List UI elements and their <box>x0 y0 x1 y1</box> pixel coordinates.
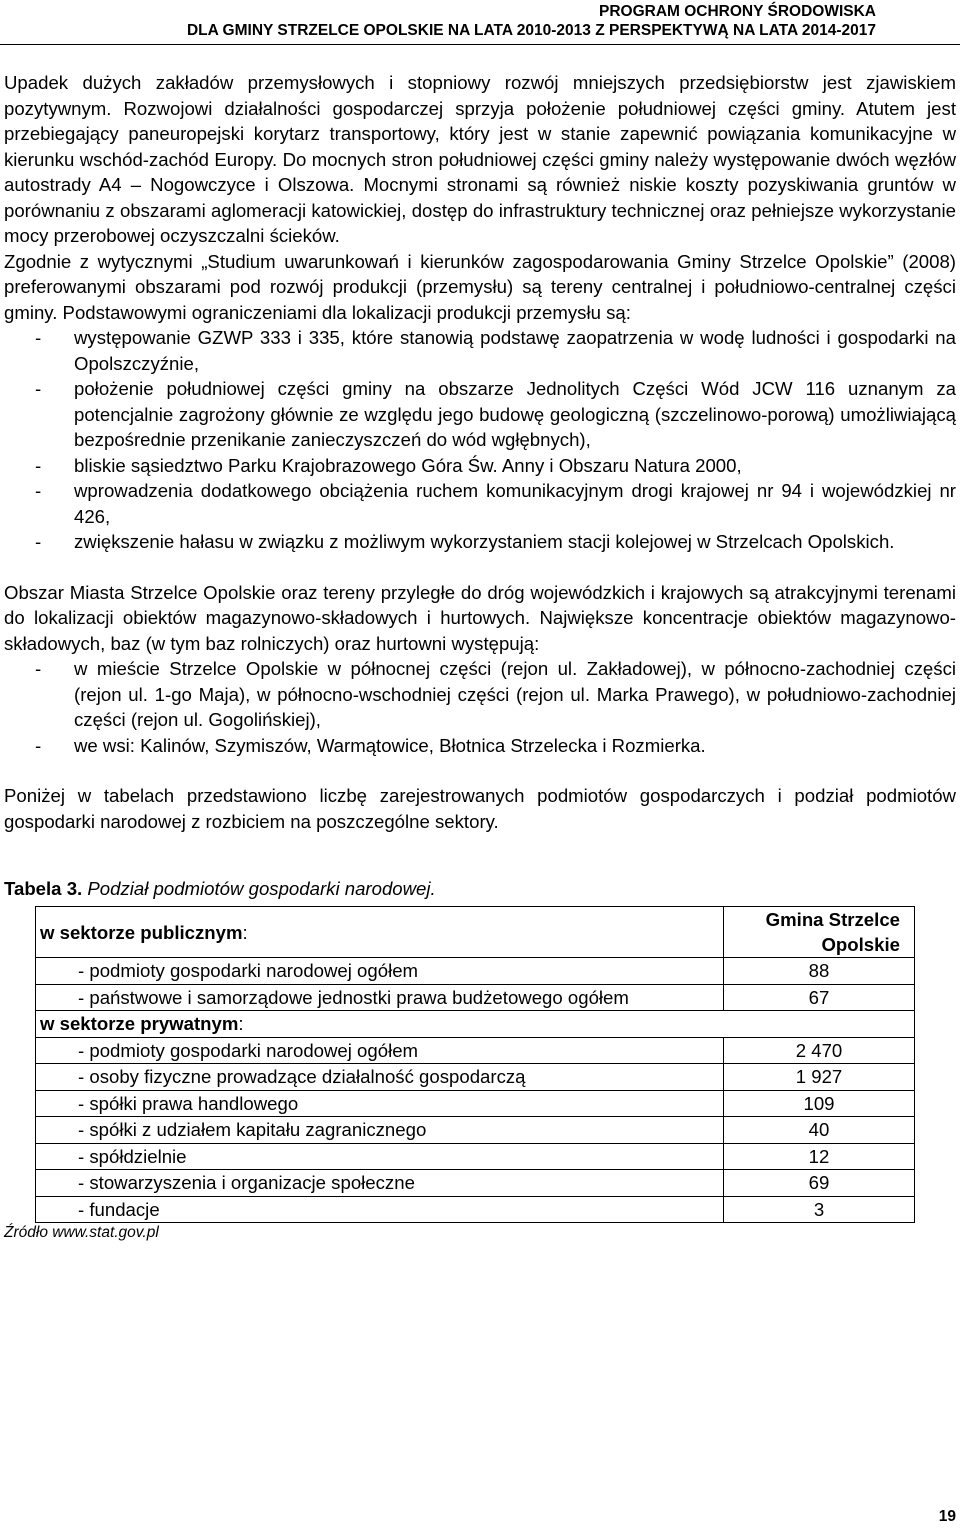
list-item: - wprowadzenia dodatkowego obciążenia ruchem komunikacyjnym drogi krajowej nr 94 i wojewódzkiej nr 426, <box>35 480 956 527</box>
paragraph-1: Upadek dużych zakładów przemysłowych i stopniowy rozwój mniejszych przedsiębiorstw jest zjawiskiem pozytywnym. Rozwojowi działalności gospodarczej sprzyja położenie południowej części gminy. Atutem jest przebiegający paneuropejski korytarz transportowy, który jest w stanie zapewnić powiązania komunikacyjne w kierunku wschód-zachód Europy. Do mocnych stron południowej części gminy należy występowanie dwóch węzłów autostrady A4 – Nogowczyce i Olszowa. Mocnymi stronami są również niskie koszty pozyskiwania gruntów w porównaniu z obszarami aglomeracji katowickiej, dostęp do infrastruktury technicznej oraz pełniejsze wykorzystanie mocy przerobowej oczyszczalni ścieków. <box>4 72 956 246</box>
paragraph-4: Poniżej w tabelach przedstawiono liczbę zarejestrowanych podmiotów gospodarczych i podział podmiotów gospodarki narodowej z rozbiciem na poszczególne sektory. <box>4 785 956 832</box>
table-row: - podmioty gospodarki narodowej ogółem 88 <box>36 958 915 985</box>
list-item: - we wsi: Kalinów, Szymiszów, Warmątowice, Błotnica Strzelecka i Rozmierka. <box>4 733 956 759</box>
header-line-1: PROGRAM OCHRONY ŚRODOWISKA <box>598 3 876 20</box>
list-item: - położenie południowej części gminy na obszarze Jednolitych Części Wód JCW 116 uznanym za potencjalnie zagrożony głównie ze względu jego budowę geologiczną (szczelinowo-porową) umożliwiającą bezpośrednie przenikanie zanieczyszczeń do wód wgłębnych), <box>35 378 956 450</box>
list-dash: - <box>35 327 42 348</box>
table-source: Źródło www.stat.gov.pl <box>4 1224 159 1241</box>
list-dash: - <box>35 531 42 552</box>
document-header <box>0 2 876 40</box>
table-caption-label: Tabela 3. <box>4 878 83 899</box>
paragraph-3: Obszar Miasta Strzelce Opolskie oraz tereny przyległe do dróg wojewódzkich i krajowych są atrakcyjnymi terenami do lokalizacji obiektów magazynowo-składowych i hurtowych. Największe koncentracje obiektów magazynowo-składowych, baz (w tym baz rolniczych) oraz hurtowni występują: <box>4 581 956 654</box>
list-dash: - <box>35 658 42 679</box>
table-row: - spółki z udziałem kapitału zagranicznego 40 <box>36 1117 915 1144</box>
table-section-row: w sektorze prywatnym: <box>36 1011 915 1038</box>
table-row: - spółki prawa handlowego 109 <box>36 1090 915 1117</box>
header-rule <box>0 44 960 45</box>
table-header-row: w sektorze publicznym: Gmina Strzelce Opolskie <box>36 907 915 958</box>
table-row: - stowarzyszenia i organizacje społeczne 69 <box>36 1170 915 1197</box>
document-body <box>4 70 956 1243</box>
private-sector-label: w sektorze prywatnym <box>40 1013 239 1034</box>
public-sector-label: w sektorze publicznym <box>40 921 243 943</box>
page-number: 19 <box>938 1508 956 1525</box>
paragraph-2: Zgodnie z wytycznymi „Studium uwarunkowań i kierunków zagospodarowania Gminy Strzelce Opolskie” (2008) preferowanymi obszarami pod rozwój produkcji (przemysłu) są tereny centralnej i południowo-centralnej części gminy. Podstawowymi ograniczeniami dla lokalizacji produkcji przemysłu są: <box>4 250 956 323</box>
list-dash: - <box>35 480 42 501</box>
list-item: - występowanie GZWP 333 i 335, które stanowią podstawę zaopatrzenia w wodę ludności i gospodarki na Opolszczyźnie, <box>35 327 956 374</box>
list-item: - bliskie sąsiedztwo Parku Krajobrazowego Góra Św. Anny i Obszaru Natura 2000, <box>4 453 956 479</box>
header-line-2: DLA GMINY STRZELCE OPOLSKIE NA LATA 2010-2013 Z PERSPEKTYWĄ NA LATA 2014-2017 <box>186 22 876 39</box>
list-dash: - <box>35 734 42 756</box>
constraints-list <box>4 325 956 555</box>
column-header: Gmina Strzelce Opolskie <box>724 907 915 958</box>
list-dash: - <box>35 454 42 476</box>
list-dash: - <box>35 378 42 399</box>
table-row: - spółdzielnie 12 <box>36 1143 915 1170</box>
list-item: - w mieście Strzelce Opolskie w północnej części (rejon ul. Zakładowej), w północno-zachodniej części (rejon ul. 1-go Maja), w północno-wschodniej części (rejon ul. Marka Prawego), w południowo-zachodniej części (rejon ul. Gogolińskiej), <box>35 658 956 730</box>
entities-table <box>35 906 915 1223</box>
locations-list <box>4 656 956 758</box>
table-row: - fundacje 3 <box>36 1196 915 1223</box>
table-row: - osoby fizyczne prowadzące działalność gospodarczą 1 927 <box>36 1064 915 1091</box>
table-row: - podmioty gospodarki narodowej ogółem 2 470 <box>36 1037 915 1064</box>
table-caption-title: Podział podmiotów gospodarki narodowej. <box>87 878 436 899</box>
table-caption <box>4 876 956 901</box>
table-row: - państwowe i samorządowe jednostki prawa budżetowego ogółem 67 <box>36 984 915 1011</box>
list-item: - zwiększenie hałasu w związku z możliwym wykorzystaniem stacji kolejowej w Strzelcach Opolskich. <box>4 529 956 555</box>
